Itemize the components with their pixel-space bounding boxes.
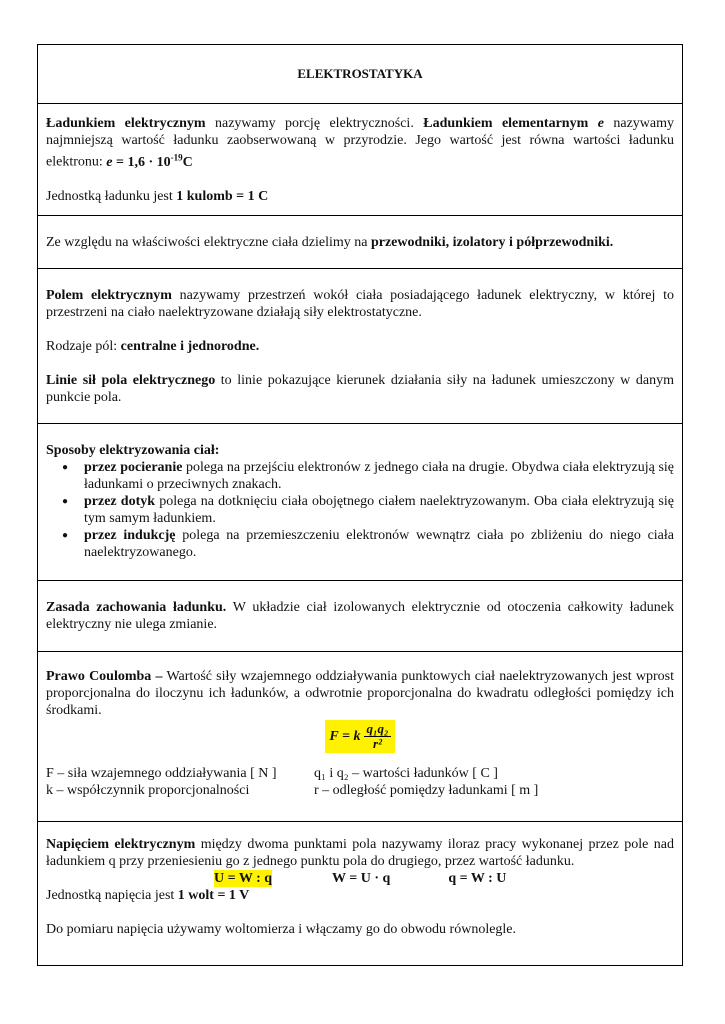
list-item: ● przez dotyk polega na dotknięciu ciała obojętnego ciałem naelektryzowanym. Oba ciała elektryzują się tym samym ładunkiem. [84,493,674,527]
coulomb-formula: F = k $\frac{\text{q₁q₂}}{\text{r²}}$ [325,720,394,753]
electrification-heading: Sposoby elektryzowania ciał: [46,443,220,458]
title-cell [38,45,682,104]
voltage-definition: Napięciem elektrycznym między dwoma punktami pola nazywamy iloraz pracy wykonanej przez pole nad ładunkiem q przy przeniesieniu go z jednego punktu pola do drugiego, przez wartość ładunku. [46,837,674,869]
list-item: ● przez pocieranie polega na przejściu elektronów z jednego ciała na drugie. Obydwa ciała elektryzują się ładunkami o przeciwnych znakach. [84,459,674,493]
charge-definition: Ładunkiem elektrycznym nazywamy porcję elektryczności. Ładunkiem elementarnym e nazywamy najmniejszą wartość ładunku zaobserwowaną w przyrodzie. Jego wartość jest równa wartości ładunku elektronu: $e = 1,6 \cdot 10^{-19}C$ [46,116,674,170]
content-table [37,44,683,966]
field-lines: Linie sił pola elektrycznego to linie pokazujące kierunek działania siły na ładunek umieszczony w danym punkcie pola. [46,373,674,405]
charge-unit: Jednostką ładunku jest 1 kulomb = 1 C [46,188,269,204]
coulomb-cell [38,652,682,822]
field-types: Rodzaje pól: centralne i jednorodne. [46,339,260,354]
coulomb-text: Prawo Coulomba – Wartość siły wzajemnego oddziaływania punktowych ciał naelektryzowanych jest wprost proporcjonalna do iloczynu ich ładunków, a odwrotnie proporcjonalna do kwadratu odległości pomiędzy ich środkami. [46,669,674,718]
materials-text: Ze względu na właściwości elektryczne ciała dzielimy na przewodniki, izolatory i półprzewodniki. [46,235,614,250]
charge-cell [38,104,682,216]
field-cell [38,269,682,424]
voltage-unit: Jednostką napięcia jest 1 wolt = 1 V [46,888,250,903]
electrification-cell [38,424,682,581]
legend-row: F – siła wzajemnego oddziaływania [ N ] q₁ i q₂ – wartości ładunków [ C ] [46,766,498,781]
voltage-formula-main: U = W : q [214,871,273,886]
voltage-cell [38,822,682,967]
legend-row: k – współczynnik proporcjonalności r – odległość pomiędzy ładunkami [ m ] [46,783,539,798]
conservation-cell [38,581,682,652]
list-item: ● przez indukcję polega na przemieszczeniu elektronów wewnątrz ciała po zbliżeniu do niego ciała naelektryzowanego. [84,527,674,561]
conservation-text: Zasada zachowania ładunku. W układzie ciał izolowanych elektrycznie od otoczenia całkowity ładunek elektryczny nie ulega zmianie. [46,600,674,632]
page-title: ELEKTROSTATYKA [297,66,423,81]
voltmeter-text: Do pomiaru napięcia używamy woltomierza i włączamy go do obwodu równolegle. [46,922,517,937]
electrification-list [46,459,674,561]
field-definition: Polem elektrycznym nazywamy przestrzeń wokół ciała posiadającego ładunek elektryczny, w której to przestrzeni na ciało naelektryzowane działają siły elektrostatyczne. [46,288,674,320]
materials-cell [38,216,682,269]
voltage-formulas: U = W : q W = U · q q = W : U [214,871,507,886]
